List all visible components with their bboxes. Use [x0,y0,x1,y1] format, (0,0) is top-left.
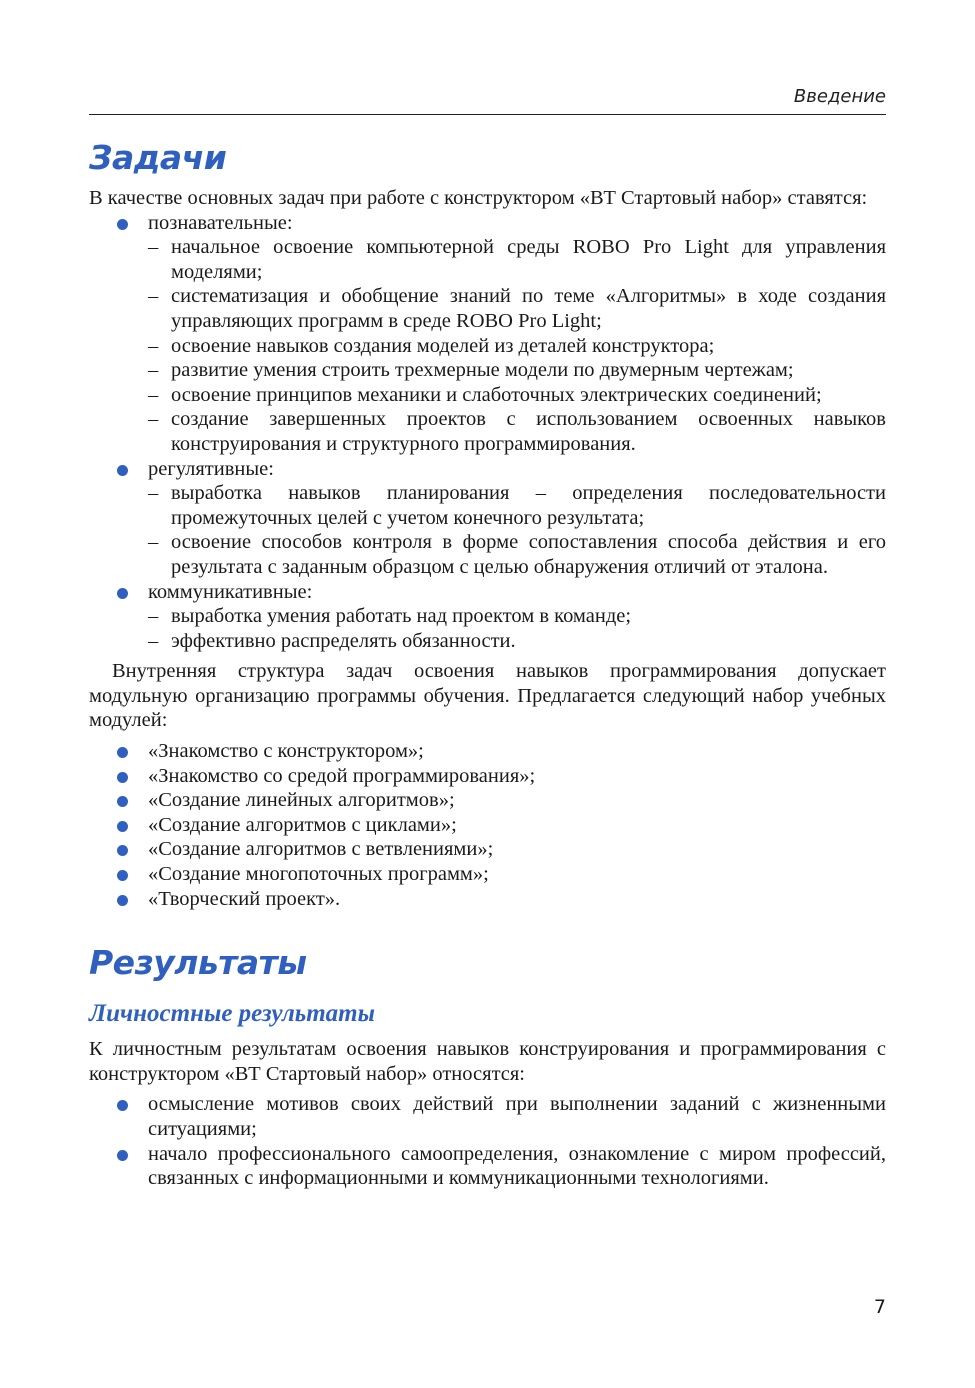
tasks-groups-list [89,211,886,654]
list-item: «Знакомство с конструктором»; [89,739,886,764]
list-item: «Знакомство со средой программирования»; [89,764,886,789]
list-item: «Создание алгоритмов с ветвлениями»; [89,837,886,862]
list-item: осмысление мотивов своих действий при выполнении заданий с жизненными ситуациями; [89,1092,886,1141]
bullet-icon [117,219,128,230]
list-item: – эффективно распределять обязанности. [148,629,516,652]
list-item: «Создание алгоритмов с циклами»; [89,813,886,838]
list-item: – выработка навыков планирования – определения последовательности промежуточных целей с учетом конечного результата; [148,482,886,529]
tasks-intro: В качестве основных задач при работе с конструктором «ВТ Стартовый набор» ставятся: [89,187,868,209]
page-content [89,136,886,1191]
subsection-title-personal: Личностные результаты [89,1000,375,1028]
page-number: 7 [873,1296,886,1318]
running-header: Введение [793,86,886,107]
bullet-icon [117,772,128,783]
list-item: «Создание линейных алгоритмов»; [89,788,886,813]
group-label: познавательные: [148,211,293,234]
group-label: регулятивные: [148,457,274,480]
list-item: – освоение навыков создания моделей из деталей конструктора; [148,334,715,357]
list-item: – систематизация и обобщение знаний по теме «Алгоритмы» в ходе создания управляющих программ в среде ROBO Pro Light; [148,285,886,332]
list-item [89,457,886,580]
bullet-icon [117,1100,128,1111]
section-title-tasks: Задачи [89,138,227,177]
list-item: – создание завершенных проектов с использованием освоенных навыков конструирования и структурного программирования. [148,408,886,455]
personal-intro: К личностным результатам освоения навыков конструирования и программирования с конструктором «ВТ Стартовый набор» относятся: [89,1038,886,1085]
structure-paragraph: Внутренняя структура задач освоения навыков программирования допускает модульную организацию программы обучения. Предлагается следующий набор учебных модулей: [89,660,886,732]
list-item [89,211,886,457]
bullet-icon [117,588,128,599]
bullet-icon [117,870,128,881]
personal-results-list [89,1092,886,1190]
bullet-icon [117,796,128,807]
bullet-icon [117,821,128,832]
bullet-icon [117,1150,128,1161]
list-item: – развитие умения строить трехмерные модели по двумерным чертежам; [148,359,794,382]
list-item: – освоение способов контроля в форме сопоставления способа действия и его результата с заданным образцом с целью обнаружения отличий от эталона. [148,531,886,578]
section-title-results: Результаты [89,943,307,983]
list-item: – начальное освоение компьютерной среды ROBO Pro Light для управления моделями; [148,236,886,283]
bullet-icon [117,465,128,476]
header-divider [89,114,886,115]
list-item: «Создание многопоточных программ»; [89,862,886,887]
group-label: коммуникативные: [148,580,313,603]
modules-list [89,739,886,911]
bullet-icon [117,845,128,856]
list-item: начало профессионального самоопределения, ознакомление с миром профессий, связанных с информационными и коммуникационными технологиями. [89,1142,886,1191]
bullet-icon [117,895,128,906]
list-item [89,580,886,654]
bullet-icon [117,747,128,758]
list-item: «Творческий проект». [89,887,886,912]
list-item: – освоение принципов механики и слаботочных электрических соединений; [148,383,822,406]
list-item: – выработка умения работать над проектом в команде; [148,605,632,628]
